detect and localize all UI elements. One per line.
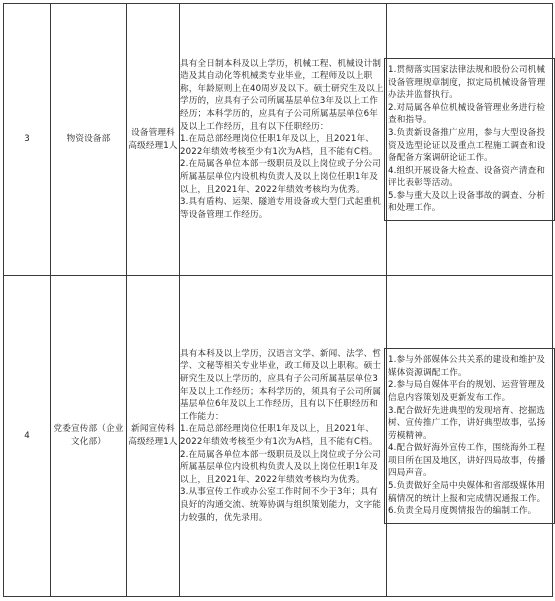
table-row [4, 4, 553, 276]
duty-item: 1.贯彻落实国家法律法规和股份公司机械设备管理规章制度，拟定局机械设备管理办法并监督执行。 [388, 64, 546, 101]
duty-item: 1.参与外部媒体公共关系的建设和维护及媒体资源调配工作。 [388, 355, 546, 378]
table-row [4, 276, 553, 597]
requirement-item: 3.具有盾构、运架、隧道专用设备或大型门式起重机等设备管理工作经历。 [180, 197, 381, 220]
duties-box [384, 348, 555, 524]
requirement-item: 2.在局属各单位本部一级职员及以上岗位或子分公司所属基层单位内设机构负责人及以上岗位任职1年及以上，且2021年、2022年绩效考核均为优秀。 [180, 449, 381, 485]
duty-item: 4.配合做好海外宣传工作，围绕海外工程项目所在国及地区，讲好四局故事，传播四局声音。 [388, 443, 546, 479]
requirement-text: 具有本科及以上学历，汉语言文学、新闻、法学、哲学、文秘等相关专业毕业，政工师及以上职称。硕士研究生及以上学历的，应具有子公司所属基层单位3年及以上工作经历；本科学历的，须具有子公司所属基层单位6年及以上工作经历，且有以下任职经历和工作能力： [180, 348, 382, 422]
requirement-item: 2.在局属各单位本部一级职员及以上岗位或子分公司所属基层单位内设机构负责人及以上岗位任职1年及以上，且2021年、2022年绩效考核均为优秀。 [180, 159, 381, 195]
duty-item: 2.对局属各单位机械设备管理业务进行检查和指导。 [388, 102, 546, 126]
position-cell: 新闻宣传科高级经理1人 [127, 276, 180, 597]
department-cell: 物资设备部 [51, 4, 127, 276]
row-number: 4 [4, 276, 51, 597]
position-cell: 设备管理科高级经理1人 [127, 4, 180, 276]
requirements-cell [180, 276, 387, 597]
duties-box [384, 58, 555, 221]
job-listing-table [3, 3, 553, 597]
duty-item: 2.参与局自媒体平台的规划、运营管理及信息内容策划及更新发布工作。 [388, 380, 546, 403]
requirement-item: 1.在局总部经理岗位任职1年及以上，且2021年、2022年绩效考核至少有1次为A档，且不能有C档。 [180, 134, 378, 157]
requirement-text: 具有全日制本科及以上学历，机械工程、机械设计制造及其自动化等机械类专业毕业，工程师及以上职称，年龄原则上在40周岁及以下。硕士研究生及以上学历的，应具有子公司所属基层单位3年及以上工作经历；本科学历的，应具有子公司所属基层单位6年及以上工作经历，且有以下任职经历： [180, 58, 384, 132]
duties-cell [387, 4, 553, 276]
requirements-cell [180, 4, 387, 276]
duties-cell [387, 276, 553, 597]
requirement-item: 1.在局总部经理岗位任职1年及以上，且2021年、2022年绩效考核至少有1次为A档，且不能有C档。 [180, 424, 378, 447]
duty-item: 5.参与重大及以上设备事故的调查、分析和处理工作。 [388, 190, 546, 214]
duty-item: 6.负责全局月度舆情报告的编制工作。 [388, 506, 537, 517]
department-cell: 党委宣传部（企业文化部） [51, 276, 127, 597]
duty-item: 3.负责新设备推广应用，参与大型设备投资及选型论证以及重点工程施工调查和设备配备方案调研论证工作。 [388, 127, 546, 164]
duty-item: 5.负责做好全局中央媒体和省部级媒体用稿情况的统计上报和完成情况通报工作。 [388, 481, 546, 504]
requirement-item: 3.从事宣传工作或办公室工作时间不少于3年；具有良好的沟通交流、统筹协调与组织策划能力，文字能力较强的，优先录用。 [180, 487, 382, 523]
duty-item: 3.配合做好先进典型的发现培育、挖掘选树、宣传推广工作，讲好典型故事，弘扬劳模精神。 [388, 405, 546, 441]
row-number: 3 [4, 4, 51, 276]
duty-item: 4.组织开展设备大检查、设备资产清查和评比表彰等活动。 [388, 165, 546, 189]
